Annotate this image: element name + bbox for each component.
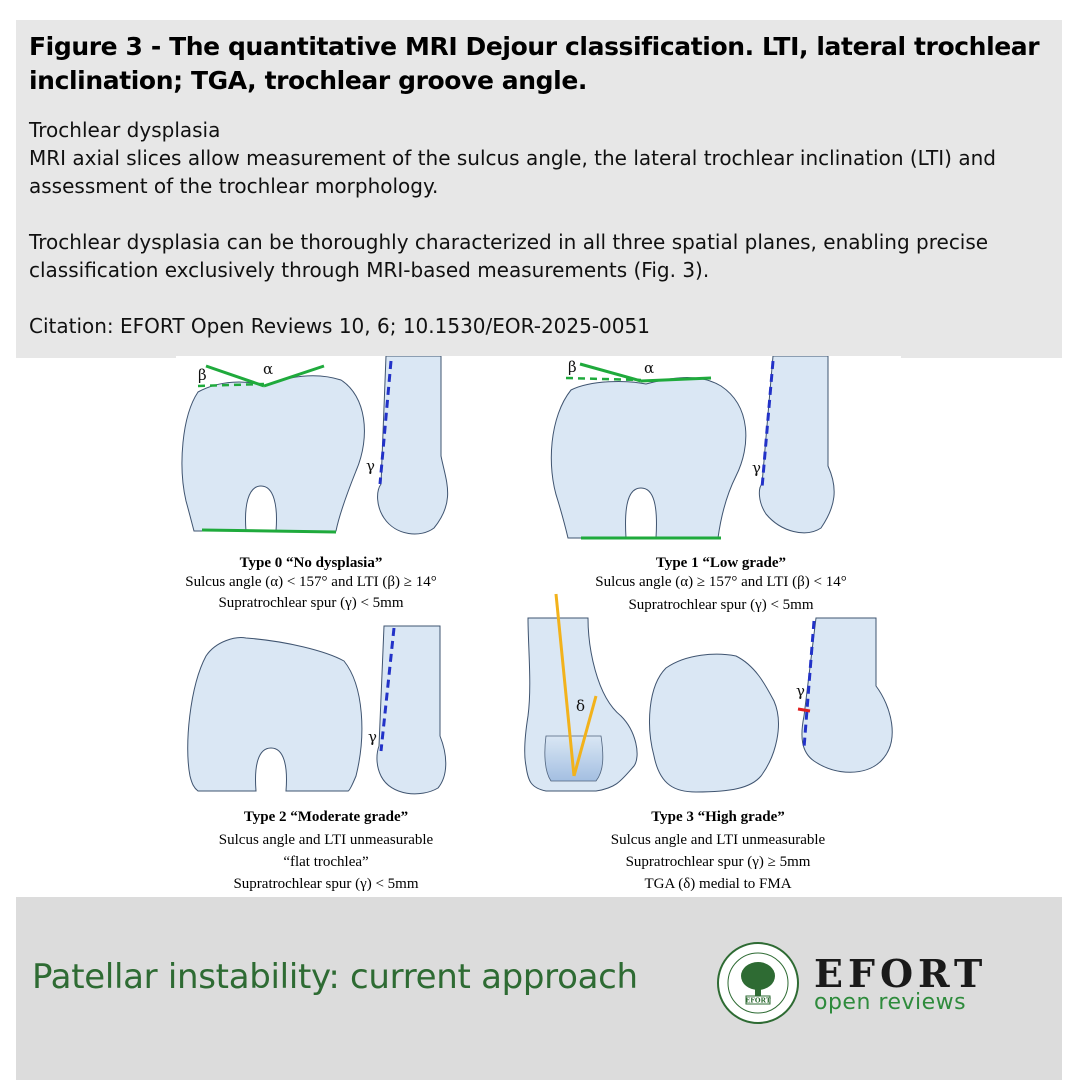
- type1-caption-title: Type 1 “Low grade”: [655, 555, 787, 571]
- type3-trochlea-bone: [650, 654, 779, 792]
- type3-gamma-label: γ: [796, 682, 805, 700]
- type1-alpha-line-left: [580, 364, 641, 381]
- type2-caption-title: Type 2 “Moderate grade”: [243, 809, 409, 825]
- type3-delta-label: δ: [576, 697, 586, 715]
- footer-panel: [16, 897, 1062, 1080]
- type3-caption-line1: Sulcus angle and LTI unmeasurable: [610, 832, 826, 848]
- type2-panel-illustration: [188, 626, 446, 794]
- type0-baseline: [202, 530, 336, 532]
- type2-caption-line2: “flat trochlea”: [283, 854, 369, 870]
- type2-caption: [219, 809, 434, 892]
- seal-text: EFORT: [745, 996, 771, 1005]
- type3-caption-line2: Supratrochlear spur (γ) ≥ 5mm: [625, 854, 811, 870]
- citation-text: Citation: EFORT Open Reviews 10, 6; 10.1530/EOR-2025-0051: [29, 314, 650, 338]
- description-paragraph-1: MRI axial slices allow measurement of the sulcus angle, the lateral trochlear inclination (LTI) and assessment of the trochlear morphology.: [29, 146, 996, 198]
- section-heading: Trochlear dysplasia: [29, 118, 221, 142]
- type0-gamma-label: γ: [366, 457, 375, 475]
- article-title: Patellar instability: current approach: [32, 957, 638, 997]
- type0-caption: [185, 555, 437, 611]
- efort-seal-logo: [716, 941, 800, 1025]
- type3-caption: [611, 809, 826, 892]
- type1-caption-line2: Supratrochlear spur (γ) < 5mm: [628, 597, 814, 613]
- type3-spur-measure: [798, 709, 810, 711]
- type0-caption-line1: Sulcus angle (α) < 157° and LTI (β) ≥ 14°: [185, 574, 437, 590]
- type2-caption-line1: Sulcus angle and LTI unmeasurable: [218, 832, 434, 848]
- figure-title: Figure 3 - The quantitative MRI Dejour classification. LTI, lateral trochlear inclination; TGA, trochlear groove angle.: [29, 32, 1040, 95]
- type2-gamma-label: γ: [368, 728, 377, 746]
- type0-caption-line2: Supratrochlear spur (γ) < 5mm: [218, 595, 404, 611]
- figure-header-panel: [16, 20, 1062, 358]
- type1-caption: [595, 555, 847, 613]
- type1-femur-lateral: [759, 356, 834, 533]
- figure-description: [29, 116, 1059, 340]
- type1-beta-label: β: [568, 358, 577, 376]
- description-paragraph-2: Trochlear dysplasia can be thoroughly characterized in all three spatial planes, enabling precise classification exclusively through MRI-based measurements (Fig. 3).: [29, 230, 989, 282]
- type3-panel-illustration: [525, 594, 893, 792]
- type3-caption-title: Type 3 “High grade”: [651, 809, 785, 825]
- dejour-classification-figure: [176, 356, 901, 896]
- type1-trochlea-bone: [551, 378, 746, 539]
- brand-name: EFORT: [814, 951, 988, 996]
- type0-beta-label: β: [198, 366, 207, 384]
- type0-panel-illustration: [182, 356, 448, 534]
- type0-femur-lateral: [378, 356, 448, 534]
- efort-brand: [814, 951, 988, 1015]
- type0-caption-title: Type 0 “No dysplasia”: [239, 555, 383, 571]
- type0-trochlea-bone: [182, 376, 364, 531]
- type1-alpha-label: α: [644, 359, 655, 377]
- type1-caption-line1: Sulcus angle (α) ≥ 157° and LTI (β) < 14°: [595, 574, 847, 590]
- type1-panel-illustration: [551, 356, 834, 538]
- type2-caption-line3: Supratrochlear spur (γ) < 5mm: [233, 876, 419, 892]
- brand-subtitle: open reviews: [814, 990, 967, 1015]
- type1-gamma-label: γ: [752, 459, 761, 477]
- type2-trochlea-bone: [188, 638, 362, 791]
- type2-femur-lateral: [377, 626, 446, 794]
- type3-caption-line3: TGA (δ) medial to FMA: [644, 876, 792, 892]
- type0-alpha-label: α: [263, 360, 274, 378]
- type3-femur-lateral: [802, 618, 892, 772]
